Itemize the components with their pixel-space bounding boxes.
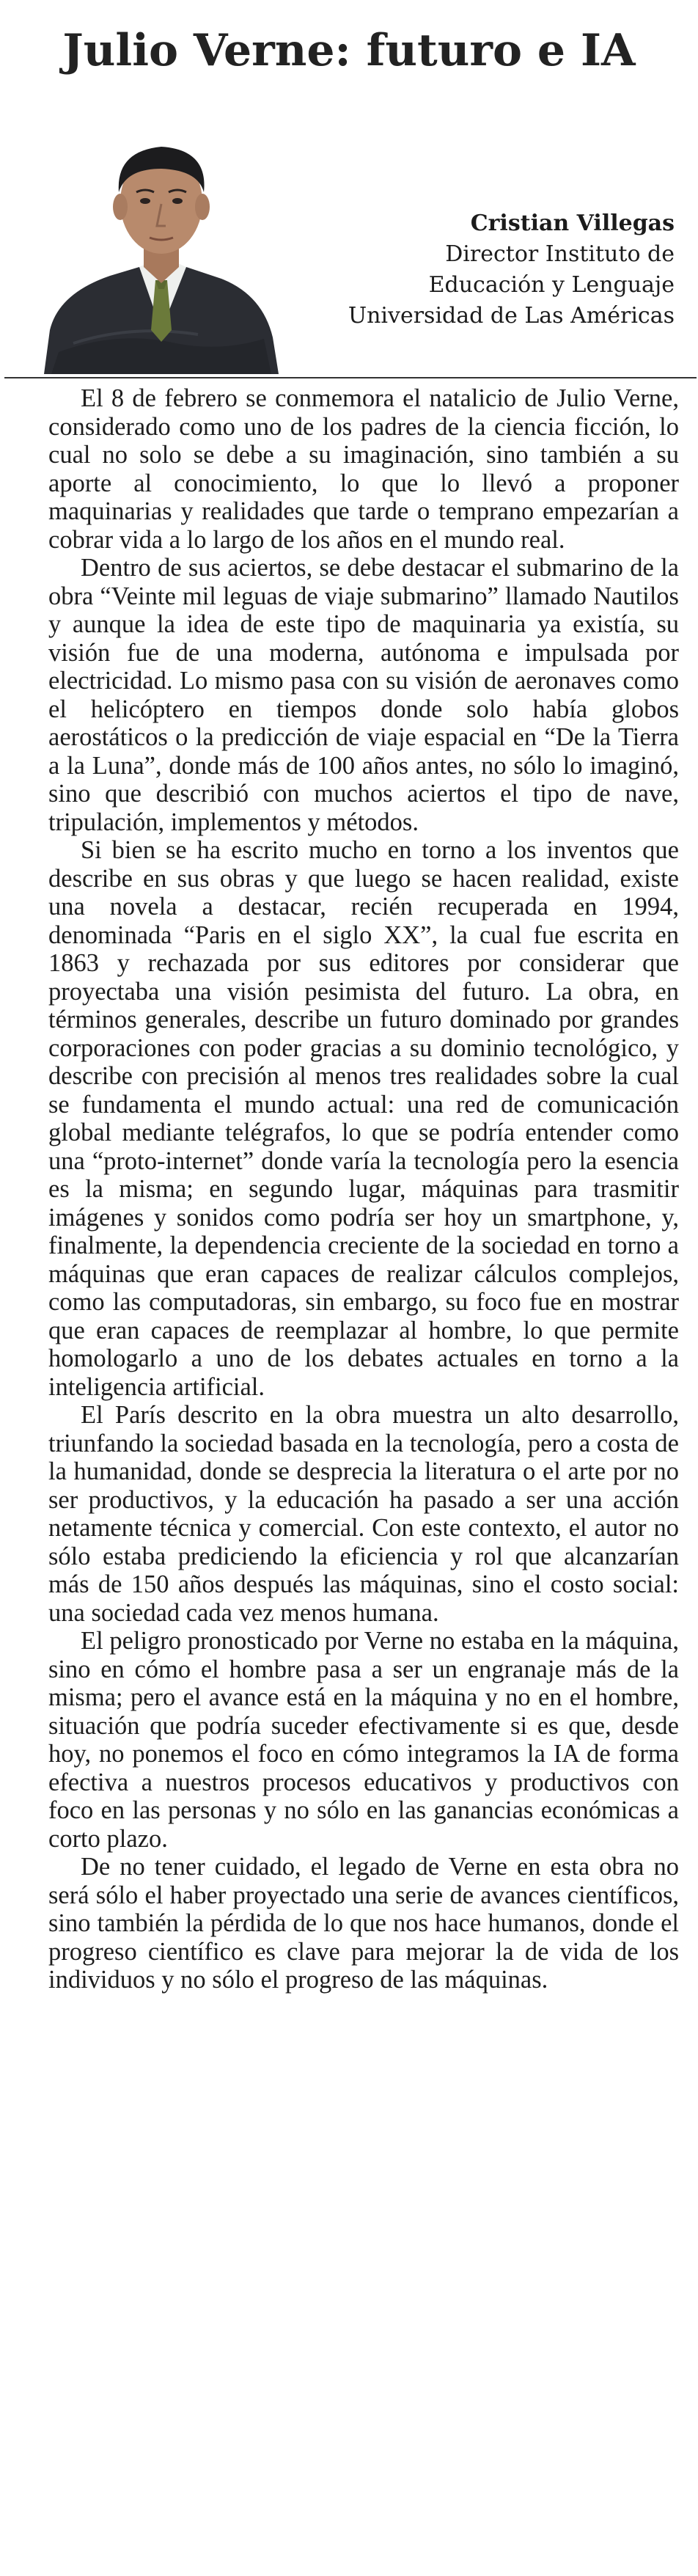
article-title: Julio Verne: futuro e IA (62, 25, 636, 76)
author-institution: Universidad de Las Américas (348, 303, 675, 329)
author-role-line-1: Director Instituto de (445, 241, 675, 267)
paragraph: Dentro de sus aciertos, se debe destacar el submarino de la obra “Veinte mil leguas de viaje submarino” llamado Nautilos y aunque la idea de este tipo de maquinaria ya existía, su visión fue de una moderna, autónoma e impulsada por electricidad. Lo mismo pasa con su visión de aeronaves como el helicóptero en tiempos donde solo había globos aerostáticos o la predicción de viaje espacial en “De la Tierra a la Luna”, donde más de 100 años antes, no sólo lo imaginó, sino que describió con muchos aciertos el tipo de nave, tripulación, implementos y métodos. (48, 554, 679, 836)
paragraph: El 8 de febrero se conmemora el natalicio de Julio Verne, considerado como uno de los padres de la ciencia ficción, lo cual no solo se debe a su imaginación, sino también a su aporte al conocimiento, lo que lo llevó a proponer maquinarias y realidades que tarde o temprano empezarían a cobrar vida a lo largo de los años en el mundo real. (48, 384, 679, 554)
author-role-line-2: Educación y Lenguaje (428, 272, 675, 298)
paragraph: Si bien se ha escrito mucho en torno a los inventos que describe en sus obras y que luego se hacen realidad, existe una novela a destacar, recién recuperada en 1994, denominada “Paris en el siglo XX”, la cual fue escrita en 1863 y rechazada por sus editores por considerar que proyectaba una visión pesimista del futuro. La obra, en términos generales, describe un futuro dominado por grandes corporaciones con poder gracias a su dominio tecnológico, y describe con precisión al menos tres realidades sobre la cual se fundamenta el mundo actual: una red de comunicación global mediante telégrafos, lo que se podría entender como una “proto-internet” donde varía la tecnología pero la esencia es la misma; en segundo lugar, máquinas para trasmitir imágenes y sonidos como podría ser hoy un smartphone, y, finalmente, la dependencia creciente de la sociedad en torno a máquinas que eran capaces de realizar cálculos complejos, como las computadoras, sin embargo, su foco fue en mostrar que eran capaces de reemplazar al hombre, lo que permite homologarlo a uno de los debates actuales en torno a la inteligencia artificial. (48, 836, 679, 1401)
author-portrait-icon (29, 110, 293, 374)
paragraph: El peligro pronosticado por Verne no estaba en la máquina, sino en cómo el hombre pasa a ser un engranaje más de la misma; pero el avance está en la máquina y no en el hombre, situación que podría suceder efectivamente si es que, desde hoy, no ponemos el foco en cómo integramos la IA de forma efectiva a nuestros procesos educativos y productivos con foco en las personas y no sólo en las ganancias económicas a corto plazo. (48, 1627, 679, 1853)
paragraph: De no tener cuidado, el legado de Verne en esta obra no será sólo el haber proyectado una serie de avances científicos, sino también la pérdida de lo que nos hace humanos, donde el progreso científico es clave para mejorar la de vida de los individuos y no sólo el progreso de las máquinas. (48, 1853, 679, 1994)
article-body (48, 384, 679, 1994)
header-divider (4, 377, 697, 378)
author-header (29, 110, 675, 374)
author-name: Cristian Villegas (470, 211, 675, 236)
author-photo (29, 110, 293, 374)
paragraph: El París descrito en la obra muestra un alto desarrollo, triunfando la sociedad basada en la tecnología, pero a costa de la humanidad, donde se desprecia la literatura o el arte por no ser productivos, y la educación ha pasado a ser una acción netamente técnica y comercial. Con este contexto, el autor no sólo estaba prediciendo la eficiencia y rol que alcanzarían más de 150 años después las máquinas, sino el costo social: una sociedad cada vez menos humana. (48, 1401, 679, 1627)
author-byline (264, 208, 675, 332)
